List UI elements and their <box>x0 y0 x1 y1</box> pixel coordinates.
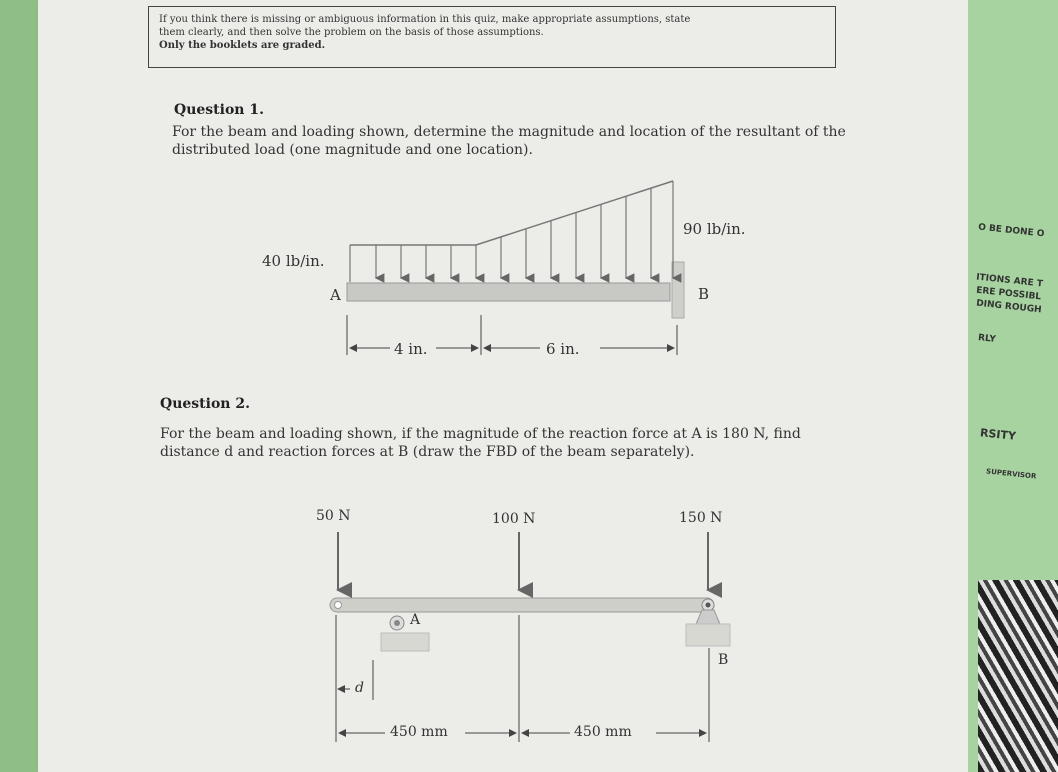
question-2-title: Question 2. <box>160 396 250 412</box>
side-text-3: ERE POSSIBL <box>975 285 1042 303</box>
point-b-label-2: B <box>718 652 729 668</box>
force-150n-label: 150 N <box>679 510 723 526</box>
support-b-base <box>686 624 730 646</box>
load-left-label: 40 lb/in. <box>262 252 325 270</box>
dim-450mm-left-label: 450 mm <box>390 724 448 740</box>
force-50n-label: 50 N <box>316 508 351 524</box>
load-outline <box>350 181 673 245</box>
support-b-1 <box>672 262 684 318</box>
instructions-line-1: If you think there is missing or ambiguous information in this quiz, make appropriate assumptions, state <box>159 14 691 25</box>
question-1-text-line-1: For the beam and loading shown, determine the magnitude and location of the resultant of the <box>172 124 846 140</box>
instructions-line-3: Only the booklets are graded. <box>159 40 326 51</box>
side-text-1: O BE DONE O <box>977 222 1045 240</box>
side-text-2: ITIONS ARE T <box>975 272 1044 290</box>
point-a-label: A <box>330 286 341 304</box>
force-100n-label: 100 N <box>492 511 536 527</box>
instructions-line-2: them clearly, and then solve the problem on the basis of those assumptions. <box>159 27 544 38</box>
beam-2 <box>330 598 714 612</box>
point-a-label-2: A <box>410 612 421 628</box>
support-a-base <box>381 633 429 651</box>
side-text-6: RSITY <box>979 426 1017 443</box>
point-b-label: B <box>698 285 710 303</box>
dim-d-label: d <box>355 680 364 696</box>
fabric-background <box>978 580 1058 772</box>
load-right-label: 90 lb/in. <box>683 220 746 238</box>
question-1-title: Question 1. <box>174 102 264 118</box>
side-text-4: DING ROUGH <box>975 298 1043 316</box>
beam-1 <box>347 283 670 301</box>
side-text-7: SUPERVISOR <box>985 467 1037 481</box>
dim-450mm-right-label: 450 mm <box>574 724 632 740</box>
question-2-text-line-2: distance d and reaction forces at B (draw the FBD of the beam separately). <box>160 444 695 460</box>
dim-6in-label: 6 in. <box>546 340 580 358</box>
question-2-text-line-1: For the beam and loading shown, if the magnitude of the reaction force at A is 180 N, find <box>160 426 801 442</box>
question-2-figure <box>330 532 730 742</box>
dim-4in-label: 4 in. <box>394 340 428 358</box>
side-text-5: RLY <box>977 333 997 345</box>
question-1-text-line-2: distributed load (one magnitude and one location). <box>172 142 533 158</box>
